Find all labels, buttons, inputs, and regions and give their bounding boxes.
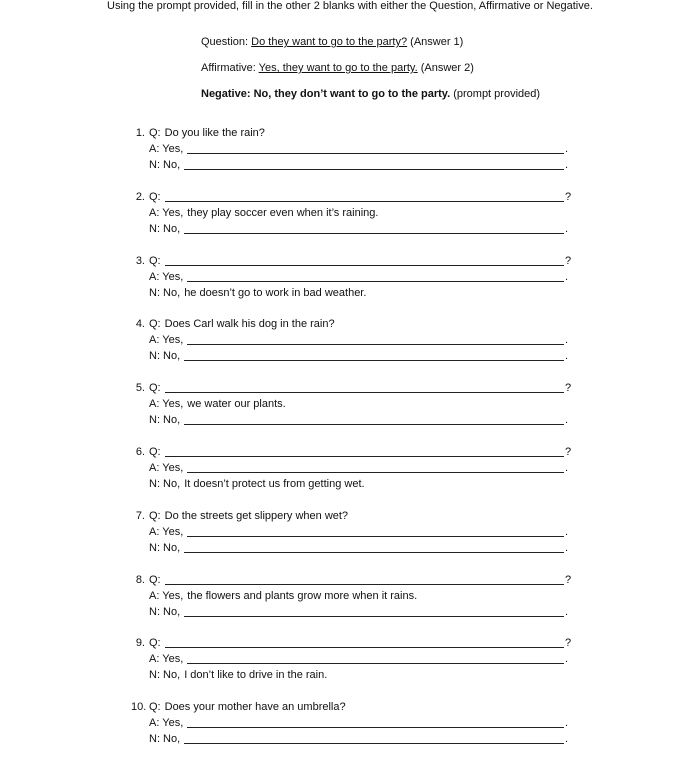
item-number: 1. — [135, 127, 145, 139]
punctuation: . — [565, 717, 569, 730]
punctuation: . — [565, 414, 569, 427]
punctuation: . — [565, 525, 569, 538]
item-number: 5. — [135, 382, 145, 395]
affirmative-text: they play soccer even when it’s raining. — [187, 206, 379, 219]
answer-blank[interactable] — [187, 143, 564, 154]
punctuation: . — [565, 334, 569, 347]
affirmative-label: A: Yes, — [149, 206, 184, 219]
negative-label: N: No, — [149, 159, 181, 171]
answer-blank[interactable] — [165, 446, 564, 457]
example-block — [201, 35, 540, 113]
punctuation: . — [565, 605, 569, 618]
n-row — [131, 156, 571, 172]
answer-blank[interactable] — [187, 462, 564, 473]
answer-blank[interactable] — [165, 382, 564, 393]
affirmative-text: we water our plants. — [187, 398, 286, 411]
negative-label: N: No, — [149, 541, 181, 554]
item-number: 2. — [135, 190, 145, 203]
n-row — [131, 284, 571, 300]
example-note: (Answer 1) — [410, 36, 464, 48]
a-row — [131, 140, 571, 156]
n-row — [131, 475, 571, 491]
question-text: Do you like the rain? — [164, 127, 265, 139]
punctuation: ? — [565, 637, 572, 650]
q-row — [131, 252, 571, 268]
punctuation: . — [565, 350, 569, 363]
answer-blank[interactable] — [187, 717, 564, 728]
answer-blank[interactable] — [187, 271, 564, 282]
a-row — [131, 459, 571, 475]
example-prompt: No, they don’t want to go to the party. — [253, 88, 451, 100]
answer-blank[interactable] — [187, 334, 564, 345]
answer-blank[interactable] — [165, 574, 564, 585]
punctuation: ? — [565, 190, 572, 203]
exercise-item — [131, 634, 571, 698]
negative-label: N: No, — [149, 477, 181, 490]
answer-blank[interactable] — [165, 191, 564, 202]
item-number: 4. — [135, 318, 145, 331]
affirmative-label: A: Yes, — [149, 717, 184, 730]
example-label: Question: — [201, 36, 249, 48]
q-row — [131, 634, 571, 650]
punctuation: . — [565, 222, 569, 235]
answer-blank[interactable] — [184, 223, 564, 234]
affirmative-label: A: Yes, — [149, 270, 184, 283]
n-row — [131, 220, 571, 236]
exercise-item — [131, 571, 571, 635]
n-row — [131, 730, 571, 746]
answer-blank[interactable] — [165, 637, 564, 648]
q-row — [131, 124, 571, 140]
exercise-item — [131, 379, 571, 443]
exercise-item — [131, 315, 571, 379]
answer-blank[interactable] — [187, 653, 564, 664]
answer-blank[interactable] — [184, 159, 564, 170]
item-number: 3. — [135, 254, 145, 267]
question-label: Q: — [149, 318, 161, 331]
a-row — [131, 331, 571, 347]
answer-blank[interactable] — [187, 526, 564, 537]
a-row — [131, 587, 571, 603]
exercise-item — [131, 188, 571, 252]
answer-blank[interactable] — [184, 350, 564, 361]
n-row — [131, 347, 571, 363]
q-row — [131, 507, 571, 523]
example-negative — [201, 87, 540, 113]
affirmative-label: A: Yes, — [149, 589, 184, 602]
affirmative-text: the flowers and plants grow more when it rains. — [187, 589, 418, 602]
n-row — [131, 411, 571, 427]
negative-label: N: No, — [149, 733, 181, 746]
example-answer: Do they want to go to the party? — [251, 36, 408, 48]
affirmative-label: A: Yes, — [149, 653, 184, 666]
example-affirmative — [201, 61, 540, 87]
answer-blank[interactable] — [184, 542, 564, 553]
negative-label: N: No, — [149, 669, 181, 682]
punctuation: ? — [565, 573, 572, 586]
example-label: Negative: — [201, 88, 251, 100]
item-number: 8. — [135, 573, 145, 586]
question-text: Does Carl walk his dog in the rain? — [164, 318, 335, 331]
answer-blank[interactable] — [165, 255, 564, 266]
q-row — [131, 698, 571, 714]
example-answer: Yes, they want to go to the party. — [258, 62, 418, 74]
negative-label: N: No, — [149, 350, 181, 363]
negative-text: he doesn’t go to work in bad weather. — [184, 286, 367, 299]
negative-text: It doesn’t protect us from getting wet. — [184, 477, 365, 490]
a-row — [131, 650, 571, 666]
question-label: Q: — [149, 127, 161, 139]
question-label: Q: — [149, 254, 161, 267]
question-label: Q: — [149, 701, 161, 714]
punctuation: . — [565, 461, 569, 474]
negative-label: N: No, — [149, 605, 181, 618]
question-label: Q: — [149, 445, 161, 458]
instructions: Using the prompt provided, fill in the other 2 blanks with either the Question, Affirmative or Negative. — [107, 0, 593, 12]
negative-label: N: No, — [149, 286, 181, 299]
exercise-item — [131, 252, 571, 316]
item-number: 10. — [131, 701, 147, 714]
question-label: Q: — [149, 382, 161, 395]
item-number: 9. — [135, 637, 145, 650]
punctuation: ? — [565, 254, 572, 267]
exercise-list — [131, 124, 571, 762]
punctuation: . — [565, 270, 569, 283]
n-row — [131, 539, 571, 555]
exercise-item — [131, 443, 571, 507]
exercise-item — [131, 507, 571, 571]
q-row — [131, 315, 571, 331]
question-text: Does your mother have an umbrella? — [164, 701, 346, 714]
punctuation: ? — [565, 445, 572, 458]
answer-blank[interactable] — [184, 414, 564, 425]
q-row — [131, 379, 571, 395]
punctuation: . — [565, 541, 569, 554]
punctuation: . — [565, 143, 569, 155]
punctuation: ? — [565, 382, 572, 395]
exercise-item — [131, 124, 571, 188]
item-number: 7. — [135, 509, 145, 522]
answer-blank[interactable] — [184, 733, 564, 744]
affirmative-label: A: Yes, — [149, 334, 184, 347]
punctuation: . — [565, 733, 569, 746]
a-row — [131, 714, 571, 730]
affirmative-label: A: Yes, — [149, 398, 184, 411]
example-note: (prompt provided) — [453, 88, 541, 100]
a-row — [131, 523, 571, 539]
affirmative-label: A: Yes, — [149, 143, 184, 155]
a-row — [131, 268, 571, 284]
question-label: Q: — [149, 509, 161, 522]
n-row — [131, 603, 571, 619]
question-label: Q: — [149, 637, 161, 650]
question-label: Q: — [149, 190, 161, 203]
a-row — [131, 395, 571, 411]
example-question — [201, 35, 540, 61]
q-row — [131, 188, 571, 204]
a-row — [131, 204, 571, 220]
n-row — [131, 666, 571, 682]
punctuation: . — [565, 159, 569, 171]
punctuation: . — [565, 653, 569, 666]
example-label: Affirmative: — [201, 62, 256, 74]
answer-blank[interactable] — [184, 606, 564, 617]
example-note: (Answer 2) — [420, 62, 474, 74]
q-row — [131, 571, 571, 587]
q-row — [131, 443, 571, 459]
item-number: 6. — [135, 445, 145, 458]
negative-text: I don’t like to drive in the rain. — [184, 669, 328, 682]
negative-label: N: No, — [149, 222, 181, 235]
exercise-item — [131, 698, 571, 762]
question-label: Q: — [149, 573, 161, 586]
affirmative-label: A: Yes, — [149, 461, 184, 474]
question-text: Do the streets get slippery when wet? — [164, 509, 349, 522]
affirmative-label: A: Yes, — [149, 525, 184, 538]
negative-label: N: No, — [149, 414, 181, 427]
